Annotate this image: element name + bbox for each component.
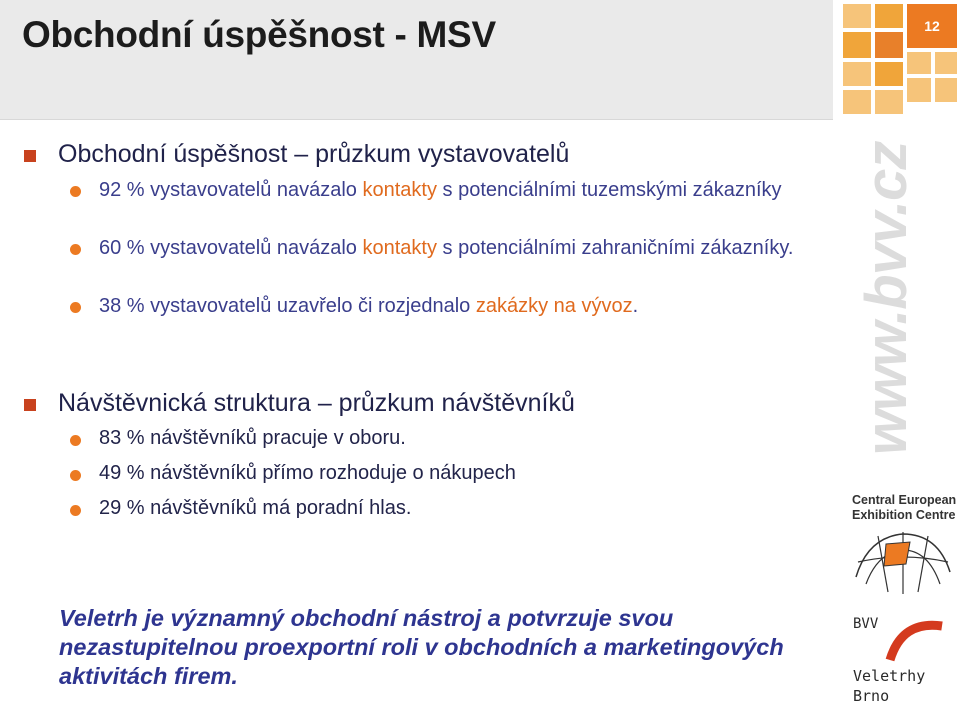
globe-logo-icon — [848, 522, 958, 602]
bullet-dot-icon — [70, 244, 81, 255]
bvv-arc-logo-icon — [852, 612, 952, 662]
section1-item-2: 60 % vystavovatelů navázalo kontakty s potenciálními zahraničními zákazníky. — [99, 237, 794, 259]
slide-title: Obchodní úspěšnost - MSV — [22, 14, 496, 55]
section-bullet-icon — [24, 150, 36, 162]
bullet-dot-icon — [70, 435, 81, 446]
section1-item-3: 38 % vystavovatelů uzavřelo či rozjednalo zakázky na vývoz. — [99, 295, 639, 317]
section2-item-2: 49 % návštěvníků přímo rozhoduje o nákupech — [99, 462, 516, 484]
section2-heading: Návštěvnická struktura – průzkum návštěvníků — [58, 389, 575, 417]
section-bullet-icon — [24, 399, 36, 411]
veletrhy-brno-logo: Veletrhy Brno — [853, 667, 926, 705]
section1-heading: Obchodní úspěšnost – průzkum vystavovatelů — [58, 140, 570, 168]
section1-item-1: 92 % vystavovatelů navázalo kontakty s potenciálními tuzemskými zákazníky — [99, 179, 782, 201]
bullet-dot-icon — [70, 186, 81, 197]
bullet-dot-icon — [70, 505, 81, 516]
bvv-logo-text: BVV — [853, 616, 879, 632]
bullet-dot-icon — [70, 470, 81, 481]
conclusion-text: Veletrh je významný obchodní nástroj a potvrzuje svou nezastupitelnou proexportní roli v obchodních a marketingových aktivitách firem. — [59, 605, 784, 689]
section2-item-3: 29 % návštěvníků má poradní hlas. — [99, 497, 412, 519]
section2-item-1: 83 % návštěvníků pracuje v oboru. — [99, 427, 406, 449]
page-number: 12 — [907, 4, 957, 48]
website-url-watermark: www.bvv.cz — [854, 141, 919, 455]
bullet-dot-icon — [70, 302, 81, 313]
cec-logo-text: Central European Exhibition Centre — [852, 493, 957, 522]
